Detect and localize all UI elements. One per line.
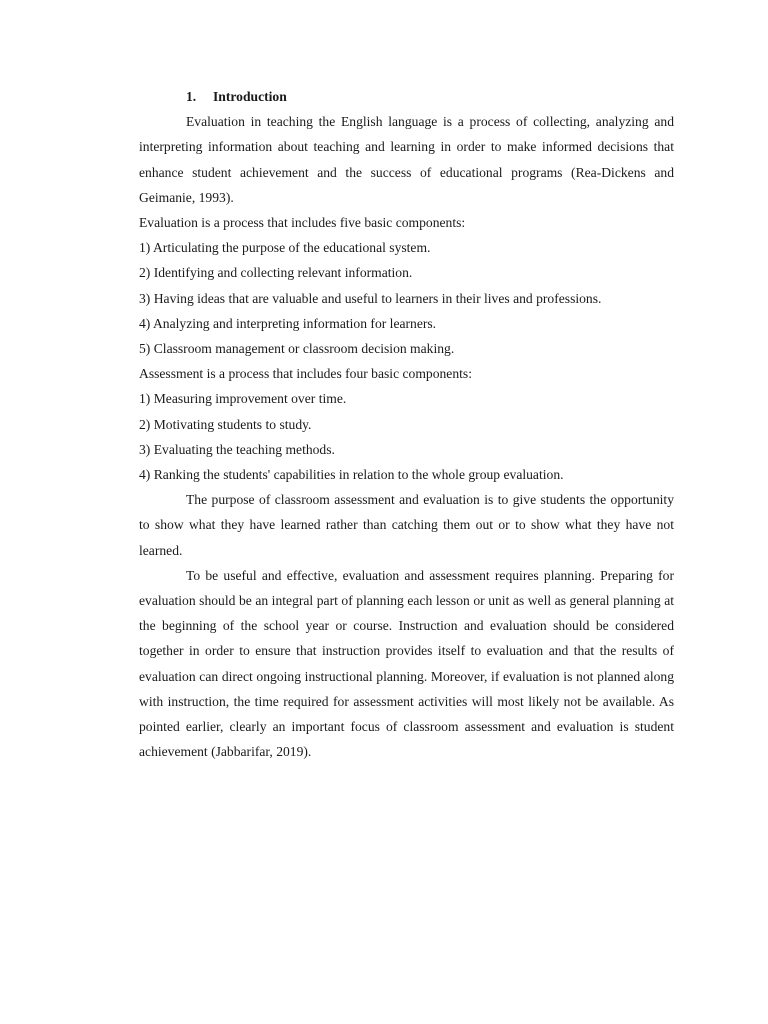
list-item: 2) Motivating students to study. xyxy=(139,416,312,432)
evaluation-lead-text: Evaluation is a process that includes five basic components: xyxy=(139,215,466,231)
list-item: 3) Evaluating the teaching methods. xyxy=(139,441,335,457)
document-page xyxy=(139,84,674,764)
list-item: 1) Articulating the purpose of the educational system. xyxy=(139,240,431,256)
list-item: 5) Classroom management or classroom decision making. xyxy=(139,341,455,357)
list-item: 1) Measuring improvement over time. xyxy=(139,391,347,407)
assessment-components-list xyxy=(139,386,674,487)
list-item: 4) Analyzing and interpreting information for learners. xyxy=(139,315,437,331)
list-item: 2) Identifying and collecting relevant information. xyxy=(139,265,413,281)
section-number: 1. xyxy=(186,89,197,104)
list-item: 3) Having ideas that are valuable and useful to learners in their lives and professions. xyxy=(139,290,602,306)
planning-paragraph: To be useful and effective, evaluation and assessment requires planning. Preparing for evaluation should be an integral part of planning each lesson or unit as well as general planning at the beginning of the school year or course. Instruction and evaluation should be considered together in order to ensure that instruction provides itself to evaluation and that the results of evaluation can direct ongoing instructional planning. Moreover, if evaluation is not planned along with instruction, the time required for assessment activities will most likely not be available. As pointed earlier, clearly an important focus of classroom assessment and evaluation is student achievement (Jabbarifar, 2019). xyxy=(139,567,674,760)
section-heading xyxy=(139,84,674,109)
list-item: 4) Ranking the students' capabilities in relation to the whole group evaluation. xyxy=(139,467,564,483)
section-title: Introduction xyxy=(213,89,287,104)
purpose-paragraph: The purpose of classroom assessment and evaluation is to give students the opportunity to show what they have learned rather than catching them out or to show what they have not learned. xyxy=(139,492,674,558)
assessment-lead-text: Assessment is a process that includes four basic components: xyxy=(139,366,472,382)
intro-paragraph: Evaluation in teaching the English language is a process of collecting, analyzing and interpreting information about teaching and learning in order to make informed decisions that enhance student achievement and the success of educational programs (Rea-Dickens and Geimanie, 1993). xyxy=(139,114,674,205)
evaluation-components-list xyxy=(139,235,674,361)
